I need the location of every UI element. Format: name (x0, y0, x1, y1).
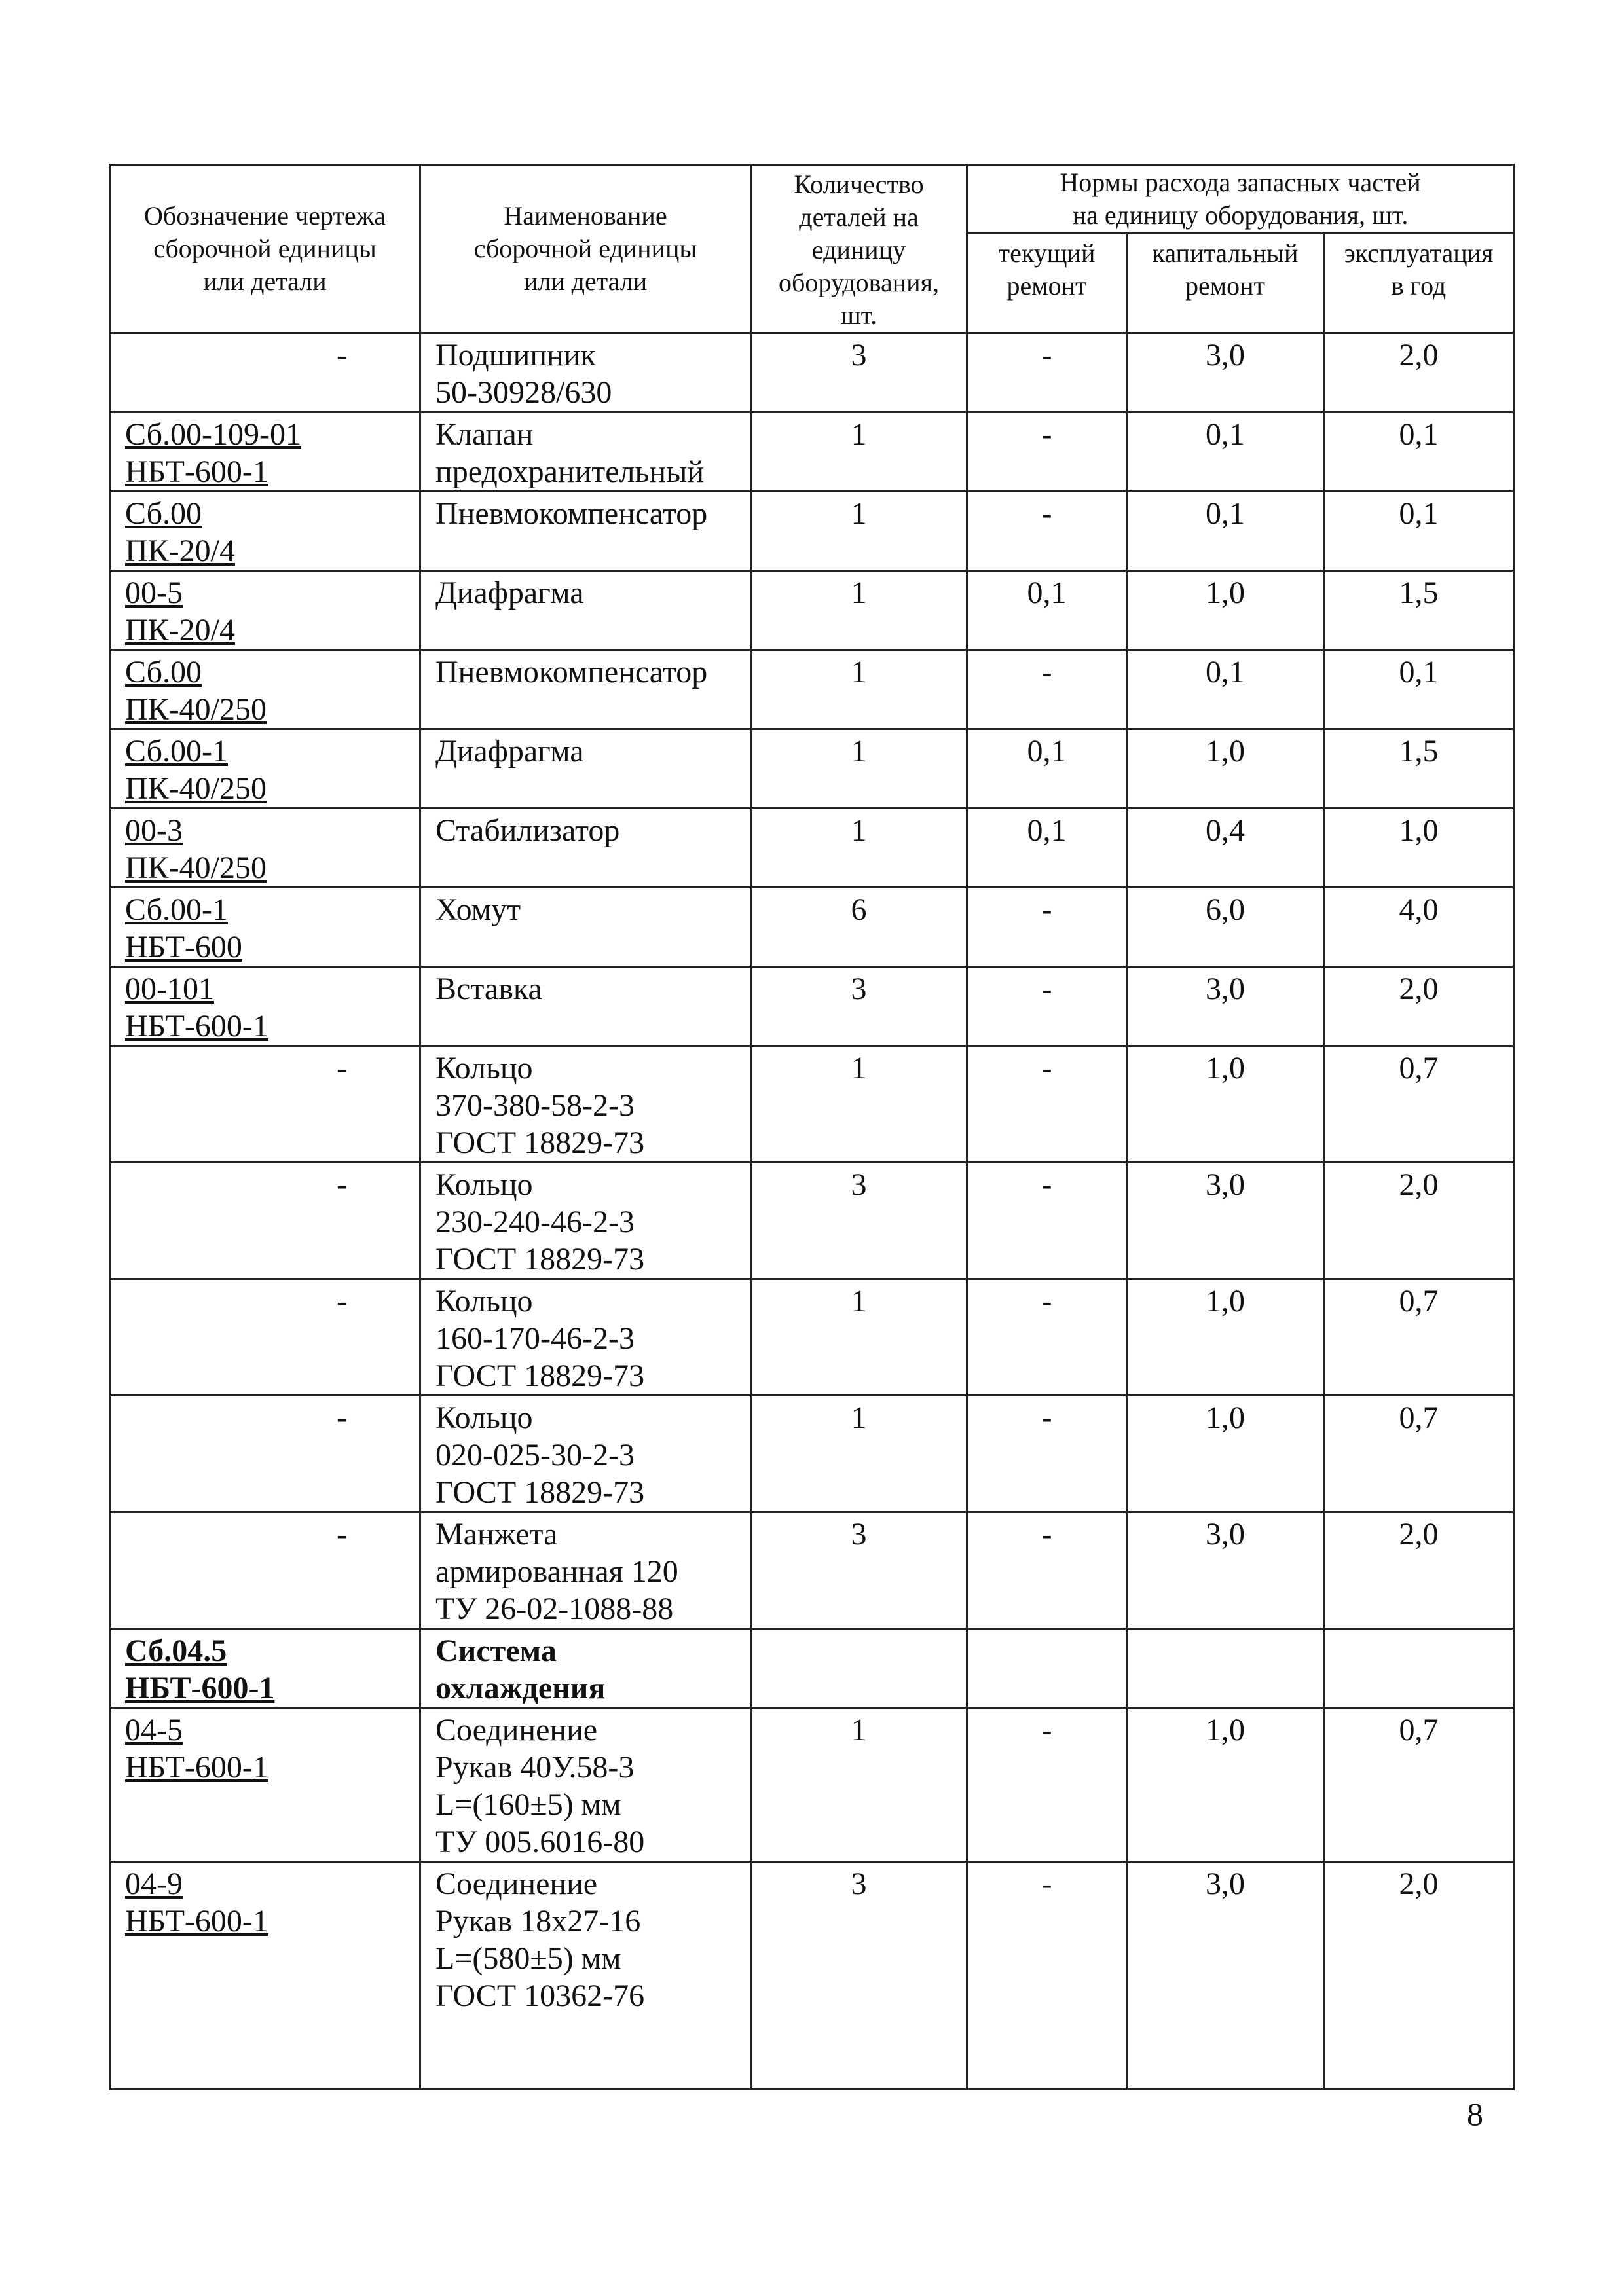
cell-drawing-code (110, 967, 420, 1046)
cell-quantity: 3 (751, 967, 967, 1046)
cell-item-name (420, 888, 751, 967)
item-name-line: 160-170-46-2-3 (435, 1321, 635, 1356)
cell-current-repair: - (967, 1512, 1127, 1629)
cell-drawing-code (110, 888, 420, 967)
table-row (110, 1862, 1514, 2090)
item-name-line: ГОСТ 18829-73 (435, 1242, 645, 1277)
item-name-line: Кольцо (435, 1051, 533, 1085)
drawing-code-line: НБТ-600 (125, 930, 242, 964)
cell-capital-repair: 1,0 (1127, 729, 1324, 809)
drawing-code-line: Сб.00-109-01 (125, 417, 301, 452)
table-row (110, 967, 1514, 1046)
item-name-line: Соединение (435, 1867, 598, 1901)
drawing-code-line: НБТ-600-1 (125, 454, 268, 489)
cell-current-repair: - (967, 1396, 1127, 1512)
table-row (110, 1512, 1514, 1629)
cell-item-name (420, 1279, 751, 1396)
cell-operation-per-year: 1,5 (1324, 729, 1514, 809)
item-name-line: Подшипник (435, 338, 596, 373)
drawing-code-line: 00-101 (125, 972, 214, 1006)
item-name-line: Пневмокомпенсатор (435, 655, 708, 689)
item-name-line: ГОСТ 18829-73 (435, 1475, 645, 1510)
item-name-line: ГОСТ 18829-73 (435, 1358, 645, 1393)
cell-capital-repair: 1,0 (1127, 571, 1324, 650)
cell-operation-per-year: 0,1 (1324, 492, 1514, 571)
cell-current-repair: - (967, 492, 1127, 571)
drawing-code-line: ПК-40/250 (125, 850, 267, 885)
drawing-code-line: - (337, 1400, 347, 1435)
item-name-line: охлаждения (435, 1671, 606, 1705)
cell-current-repair: - (967, 1163, 1127, 1279)
cell-drawing-code (110, 1279, 420, 1396)
drawing-code-line: - (337, 1284, 347, 1319)
drawing-code-line: ПК-40/250 (125, 692, 267, 727)
cell-operation-per-year: 2,0 (1324, 1512, 1514, 1629)
cell-item-name (420, 809, 751, 888)
cell-item-name (420, 967, 751, 1046)
cell-quantity: 3 (751, 1862, 967, 2090)
cell-capital-repair: 3,0 (1127, 333, 1324, 412)
item-name-line: Вставка (435, 972, 542, 1006)
item-name-line: Пневмокомпенсатор (435, 496, 708, 531)
table-row (110, 809, 1514, 888)
item-name-line: Стабилизатор (435, 813, 620, 848)
drawing-code-line: Сб.00-1 (125, 892, 229, 927)
cell-current-repair: - (967, 1279, 1127, 1396)
header-name: Наименование сборочной единицы или детали (420, 165, 751, 333)
cell-quantity: 1 (751, 729, 967, 809)
item-name-line: 370-380-58-2-3 (435, 1088, 635, 1123)
item-name-line: L=(580±5) мм (435, 1941, 621, 1976)
table-row (110, 1396, 1514, 1512)
item-name-line: L=(160±5) мм (435, 1787, 621, 1822)
cell-current-repair: 0,1 (967, 729, 1127, 809)
cell-operation-per-year: 0,1 (1324, 412, 1514, 492)
cell-item-name (420, 1708, 751, 1862)
table-row (110, 571, 1514, 650)
cell-capital-repair: 0,1 (1127, 412, 1324, 492)
cell-quantity: 1 (751, 1046, 967, 1163)
cell-quantity: 1 (751, 1708, 967, 1862)
cell-item-name (420, 1046, 751, 1163)
cell-item-name (420, 1396, 751, 1512)
drawing-code-line: 04-9 (125, 1867, 183, 1901)
drawing-code-line: Сб.00 (125, 655, 202, 689)
header-quantity: Количество деталей на единицу оборудования, шт. (751, 165, 967, 333)
item-name-line: Кольцо (435, 1284, 533, 1319)
table-body (110, 333, 1514, 2090)
drawing-code-line: 00-3 (125, 813, 183, 848)
drawing-code-line: - (337, 1051, 347, 1085)
cell-item-name (420, 412, 751, 492)
cell-drawing-code (110, 1046, 420, 1163)
cell-current-repair: - (967, 1046, 1127, 1163)
item-name-line: предохранительный (435, 454, 705, 489)
drawing-code-line: ПК-20/4 (125, 534, 235, 568)
cell-capital-repair: 0,1 (1127, 492, 1324, 571)
header-operation-per-year: эксплуатация в год (1324, 234, 1514, 333)
table-row (110, 333, 1514, 412)
header-current-repair: текущий ремонт (967, 234, 1127, 333)
item-name-line: Рукав 40У.58-3 (435, 1750, 635, 1785)
cell-quantity: 1 (751, 571, 967, 650)
cell-current-repair: - (967, 650, 1127, 729)
cell-drawing-code (110, 1163, 420, 1279)
cell-operation-per-year: 2,0 (1324, 1862, 1514, 2090)
item-name-line: Клапан (435, 417, 534, 452)
table-row (110, 1629, 1514, 1708)
cell-quantity (751, 1629, 967, 1708)
spare-parts-table-sheet (109, 164, 1513, 2090)
cell-capital-repair: 0,4 (1127, 809, 1324, 888)
cell-current-repair (967, 1629, 1127, 1708)
item-name-line: ГОСТ 18829-73 (435, 1125, 645, 1160)
item-name-line: Соединение (435, 1713, 598, 1747)
item-name-line: Рукав 18х27-16 (435, 1904, 641, 1939)
drawing-code-line: 00-5 (125, 575, 183, 610)
cell-capital-repair: 0,1 (1127, 650, 1324, 729)
cell-current-repair: - (967, 888, 1127, 967)
item-name-line: ТУ 26-02-1088-88 (435, 1592, 674, 1626)
cell-capital-repair: 6,0 (1127, 888, 1324, 967)
cell-drawing-code (110, 1862, 420, 2090)
cell-capital-repair: 1,0 (1127, 1396, 1324, 1512)
cell-quantity: 1 (751, 492, 967, 571)
cell-current-repair: - (967, 333, 1127, 412)
table-row (110, 1279, 1514, 1396)
header-capital-repair: капитальный ремонт (1127, 234, 1324, 333)
cell-drawing-code (110, 729, 420, 809)
cell-quantity: 1 (751, 809, 967, 888)
cell-capital-repair: 1,0 (1127, 1708, 1324, 1862)
page-number: 8 (1467, 2096, 1483, 2132)
drawing-code-line: - (337, 1167, 347, 1202)
cell-item-name (420, 333, 751, 412)
item-name-line: Диафрагма (435, 575, 584, 610)
drawing-code-line: Сб.00 (125, 496, 202, 531)
item-name-line: Хомут (435, 892, 521, 927)
cell-drawing-code (110, 1708, 420, 1862)
cell-capital-repair: 3,0 (1127, 1163, 1324, 1279)
cell-drawing-code (110, 1396, 420, 1512)
drawing-code-line: Сб.04.5 (125, 1633, 227, 1668)
item-name-line: Кольцо (435, 1167, 533, 1202)
item-name-line: Диафрагма (435, 734, 584, 769)
cell-operation-per-year: 1,5 (1324, 571, 1514, 650)
spare-parts-table (109, 164, 1515, 2090)
drawing-code-line: - (337, 1517, 347, 1552)
cell-quantity: 1 (751, 412, 967, 492)
cell-operation-per-year: 2,0 (1324, 967, 1514, 1046)
cell-operation-per-year: 0,7 (1324, 1708, 1514, 1862)
cell-current-repair: - (967, 1708, 1127, 1862)
drawing-code-line: НБТ-600-1 (125, 1009, 268, 1044)
cell-drawing-code (110, 492, 420, 571)
cell-quantity: 3 (751, 1163, 967, 1279)
cell-operation-per-year: 0,7 (1324, 1046, 1514, 1163)
cell-drawing-code (110, 650, 420, 729)
cell-item-name (420, 1163, 751, 1279)
table-row (110, 1708, 1514, 1862)
cell-quantity: 3 (751, 1512, 967, 1629)
cell-operation-per-year: 0,1 (1324, 650, 1514, 729)
cell-capital-repair: 3,0 (1127, 1862, 1324, 2090)
header-code: Обозначение чертежа сборочной единицы или детали (110, 165, 420, 333)
cell-operation-per-year: 2,0 (1324, 333, 1514, 412)
cell-item-name (420, 492, 751, 571)
item-name-line: ТУ 005.6016-80 (435, 1825, 645, 1859)
cell-current-repair: - (967, 412, 1127, 492)
cell-drawing-code (110, 571, 420, 650)
cell-quantity: 1 (751, 1396, 967, 1512)
table-row (110, 650, 1514, 729)
cell-item-name (420, 571, 751, 650)
table-row (110, 888, 1514, 967)
cell-operation-per-year: 0,7 (1324, 1396, 1514, 1512)
cell-operation-per-year: 4,0 (1324, 888, 1514, 967)
table-row (110, 729, 1514, 809)
cell-drawing-code (110, 809, 420, 888)
cell-quantity: 1 (751, 650, 967, 729)
cell-quantity: 6 (751, 888, 967, 967)
cell-drawing-code (110, 1629, 420, 1708)
cell-drawing-code (110, 412, 420, 492)
cell-capital-repair: 3,0 (1127, 967, 1324, 1046)
cell-capital-repair: 1,0 (1127, 1046, 1324, 1163)
item-name-line: Манжета (435, 1517, 558, 1552)
cell-operation-per-year: 1,0 (1324, 809, 1514, 888)
cell-current-repair: 0,1 (967, 571, 1127, 650)
drawing-code-line: 04-5 (125, 1713, 183, 1747)
cell-quantity: 3 (751, 333, 967, 412)
item-name-line: 50-30928/630 (435, 375, 612, 410)
drawing-code-line: НБТ-600-1 (125, 1671, 275, 1705)
item-name-line: Кольцо (435, 1400, 533, 1435)
header-norms: Нормы расхода запасных частей на единицу оборудования, шт. (967, 165, 1514, 234)
table-row (110, 412, 1514, 492)
cell-current-repair: - (967, 1862, 1127, 2090)
cell-current-repair: 0,1 (967, 809, 1127, 888)
table-row (110, 492, 1514, 571)
item-name-line: Система (435, 1633, 557, 1668)
cell-item-name (420, 1629, 751, 1708)
drawing-code-line: ПК-20/4 (125, 613, 235, 647)
cell-item-name (420, 1862, 751, 2090)
cell-item-name (420, 729, 751, 809)
item-name-line: 230-240-46-2-3 (435, 1205, 635, 1239)
drawing-code-line: НБТ-600-1 (125, 1904, 268, 1939)
drawing-code-line: НБТ-600-1 (125, 1750, 268, 1785)
cell-drawing-code (110, 1512, 420, 1629)
cell-item-name (420, 1512, 751, 1629)
drawing-code-line: ПК-40/250 (125, 771, 267, 806)
cell-current-repair: - (967, 967, 1127, 1046)
cell-item-name (420, 650, 751, 729)
drawing-code-line: - (337, 338, 347, 373)
table-row (110, 1046, 1514, 1163)
item-name-line: армированная 120 (435, 1554, 678, 1589)
cell-operation-per-year: 2,0 (1324, 1163, 1514, 1279)
cell-capital-repair (1127, 1629, 1324, 1708)
drawing-code-line: Сб.00-1 (125, 734, 229, 769)
item-name-line: 020-025-30-2-3 (435, 1438, 635, 1472)
item-name-line: ГОСТ 10362-76 (435, 1978, 645, 2013)
cell-operation-per-year: 0,7 (1324, 1279, 1514, 1396)
cell-capital-repair: 1,0 (1127, 1279, 1324, 1396)
table-row (110, 1163, 1514, 1279)
cell-drawing-code (110, 333, 420, 412)
cell-capital-repair: 3,0 (1127, 1512, 1324, 1629)
cell-operation-per-year (1324, 1629, 1514, 1708)
cell-quantity: 1 (751, 1279, 967, 1396)
